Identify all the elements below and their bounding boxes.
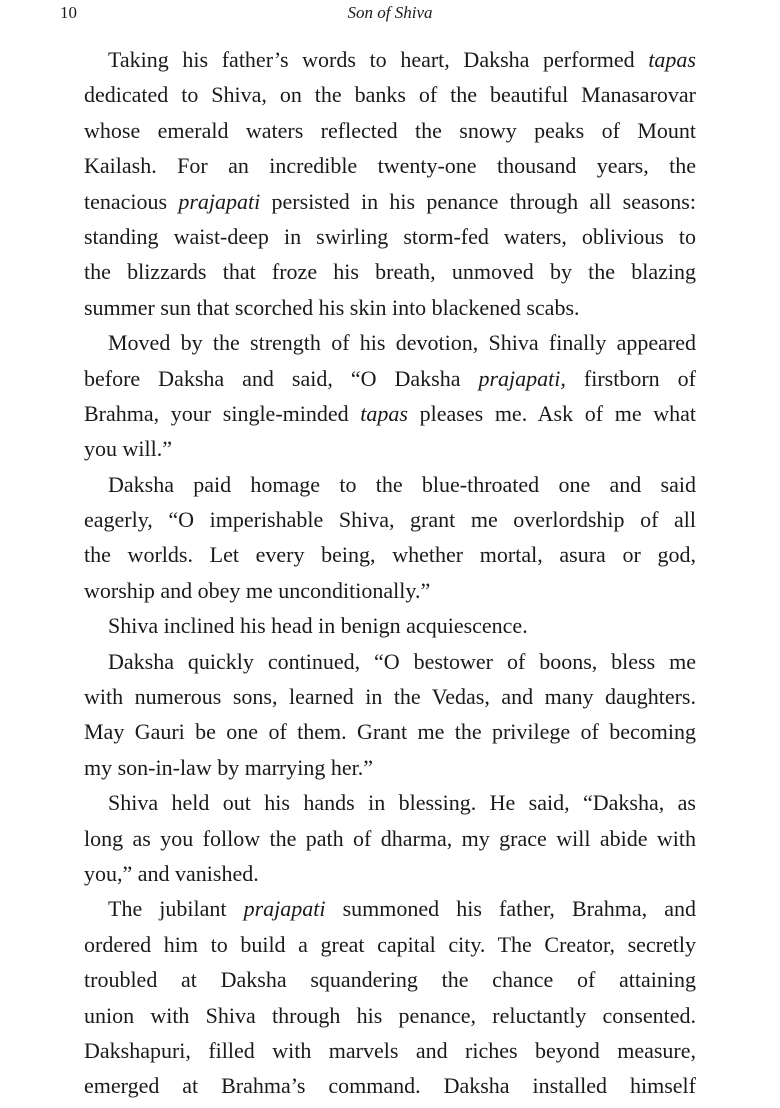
text-line (84, 113, 696, 148)
text-line (84, 1068, 696, 1103)
text-line (84, 785, 696, 820)
text-run: Dakshapuri, filled with marvels and riches beyond measure, (84, 1037, 696, 1063)
running-header (0, 0, 780, 30)
text-run: standing waist-deep in swirling storm-fed waters, oblivious to (84, 223, 696, 249)
text-line (84, 325, 696, 360)
text-run: the worlds. Let every being, whether mortal, asura or god, (84, 542, 696, 568)
text-line (84, 714, 696, 749)
text-run: you,” and vanished. (84, 860, 259, 886)
text-line (84, 77, 696, 112)
text-line (84, 573, 696, 608)
text-line (84, 679, 696, 714)
text-line (84, 361, 696, 396)
text-run: the blizzards that froze his breath, unmoved by the blazing (84, 259, 696, 285)
text-run: troubled at Daksha squandering the chance of attaining (84, 967, 696, 993)
text-run: union with Shiva through his penance, reluctantly consented. (84, 1002, 696, 1028)
text-run: eagerly, “O imperishable Shiva, grant me overlordship of all (84, 507, 696, 533)
text-run: Daksha paid homage to the blue-throated one and said (108, 471, 696, 497)
paragraph (84, 608, 696, 643)
text-run: summoned his father, Brahma, and (325, 896, 697, 922)
text-run: you will.” (84, 436, 172, 462)
text-line (84, 290, 696, 325)
paragraph (84, 644, 696, 786)
text-run: my son-in-law by marrying her.” (84, 754, 373, 780)
italic-term: tapas (648, 47, 696, 72)
italic-term: prajapati, (478, 365, 566, 391)
text-line (84, 502, 696, 537)
text-run: dedicated to Shiva, on the banks of the beautiful Manasarovar (84, 82, 696, 108)
italic-term: prajapati (243, 896, 326, 922)
text-line (84, 396, 696, 431)
text-line (84, 750, 696, 785)
text-line (84, 254, 696, 289)
text-run: Taking his father’s words to heart, Daksha performed (108, 47, 649, 72)
text-run: Brahma, your single-minded (84, 400, 361, 426)
text-run: pleases me. Ask of me what (407, 400, 697, 426)
text-run: before Daksha and said, “O Daksha (84, 365, 479, 391)
text-line (84, 537, 696, 572)
paragraph (84, 325, 696, 467)
text-run: Shiva inclined his head in benign acquiescence. (108, 613, 528, 639)
text-line (84, 1033, 696, 1068)
text-line (84, 998, 696, 1033)
text-run: Moved by the strength of his devotion, Shiva finally appeared (108, 330, 696, 356)
text-run: ordered him to build a great capital city. The Creator, secretly (84, 931, 696, 957)
page-number: 10 (60, 3, 77, 22)
text-run: Shiva held out his hands in blessing. He said, “Daksha, as (108, 790, 696, 816)
paragraph (84, 467, 696, 609)
text-run: whose emerald waters reflected the snowy peaks of Mount (84, 117, 696, 143)
text-run: persisted in his penance through all seasons: (260, 188, 696, 214)
text-run: Daksha quickly continued, “O bestower of boons, bless me (108, 648, 696, 674)
text-run: summer sun that scorched his skin into blackened scabs. (84, 294, 580, 320)
text-run: long as you follow the path of dharma, my grace will abide with (84, 825, 696, 851)
text-run: tenacious (84, 188, 179, 214)
text-line (84, 891, 696, 926)
text-run: May Gauri be one of them. Grant me the privilege of becoming (84, 719, 696, 745)
text-line (84, 927, 696, 962)
text-line (84, 467, 696, 502)
paragraph (84, 785, 696, 891)
text-run: worship and obey me unconditionally.” (84, 577, 431, 603)
paragraph (84, 891, 696, 1103)
text-line (84, 821, 696, 856)
text-run: with numerous sons, learned in the Vedas, and many daughters. (84, 684, 696, 710)
italic-term: prajapati (178, 188, 261, 214)
text-run: firstborn of (565, 365, 696, 391)
running-title: Son of Shiva (347, 3, 433, 22)
text-line (84, 644, 696, 679)
text-line (84, 184, 696, 219)
paragraph (84, 42, 696, 325)
text-line (84, 608, 696, 643)
italic-term: tapas (360, 400, 408, 426)
body-text (84, 42, 696, 1104)
text-run: The jubilant (108, 896, 244, 922)
text-line (84, 431, 696, 466)
text-line (84, 962, 696, 997)
text-line (84, 219, 696, 254)
text-run: emerged at Brahma’s command. Daksha installed himself (84, 1073, 696, 1099)
text-line (84, 42, 696, 77)
text-line (84, 148, 696, 183)
text-run: Kailash. For an incredible twenty-one thousand years, the (84, 153, 696, 179)
text-line (84, 856, 696, 891)
